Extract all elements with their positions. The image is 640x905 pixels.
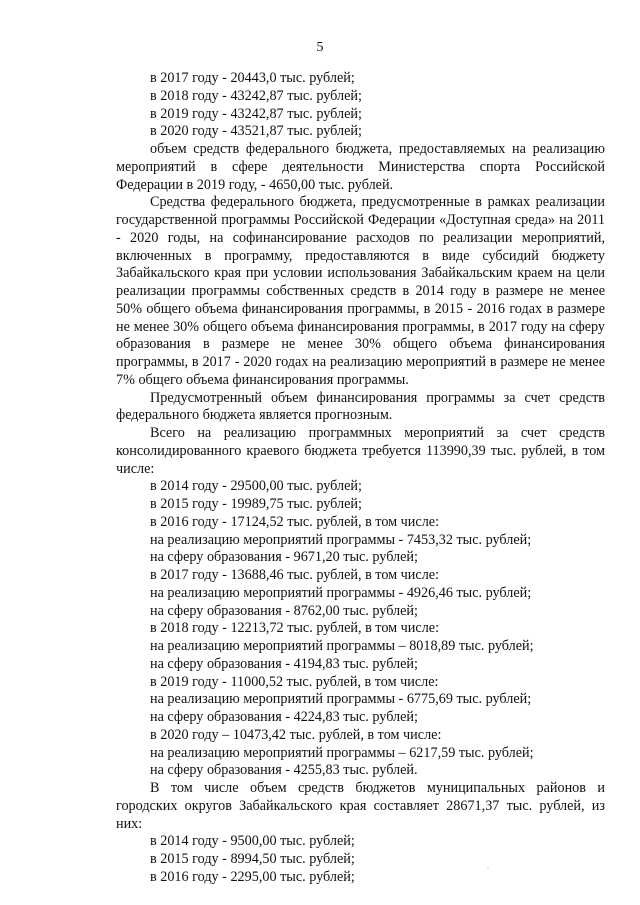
budget-line: в 2020 году – 10473,42 тыс. рублей, в том числе: — [150, 726, 442, 743]
paragraph-municipal-budgets: В том числе объем средств бюджетов муниципальных районов и городских округов Забайкальского края составляет 28671,37 тыс. рублей, из них: — [116, 780, 605, 832]
budget-line: в 2016 году - 17124,52 тыс. рублей, в том числе: — [150, 513, 440, 530]
paragraph-federal-sport: объем средств федерального бюджета, предоставляемых на реализацию мероприятий в сфере деятельности Министерства спорта Российской Федерации в 2019 году, - 4650,00 тыс. рублей. — [116, 141, 605, 193]
scan-speck: . — [487, 861, 489, 870]
budget-line: в 2019 году - 11000,52 тыс. рублей, в том числе: — [150, 673, 439, 690]
paragraph-accessible-environment: Средства федерального бюджета, предусмотренные в рамках реализации государственной программы Российской Федерации «Доступная среда» на 2011 - 2020 годы, на софинансирование расходов по реализации мероприятий, включенных в программу, предоставляются в виде субсидий бюджету Забайкальского края при условии использования Забайкальским краем на цели реализации программы собственных средств в 2014 году в размере не менее 50% общего объема финансирования программы, в 2015 - 2016 годах в размере не менее 30% общего объема финансирования программы, в 2017 году на сферу образования в размере не менее 30% общего объема финансирования программы, в 2017 - 2020 годах на реализацию мероприятий в размере не менее 7% общего объема финансирования программы. — [116, 194, 605, 388]
budget-line: на реализацию мероприятий программы – 6217,59 тыс. рублей; — [150, 744, 534, 761]
budget-line: в 2014 году - 9500,00 тыс. рублей; — [150, 833, 355, 850]
budget-line: на сферу образования - 4194,83 тыс. рублей; — [150, 655, 418, 672]
document-body — [116, 70, 605, 887]
budget-line: в 2015 году - 19989,75 тыс. рублей; — [150, 496, 362, 512]
budget-line: в 2014 году - 29500,00 тыс. рублей; — [150, 478, 362, 495]
budget-line: на сферу образования - 4224,83 тыс. рублей; — [150, 709, 418, 725]
budget-line: на реализацию мероприятий программы – 8018,89 тыс. рублей; — [150, 638, 534, 654]
budget-line: на реализацию мероприятий программы - 4926,46 тыс. рублей; — [150, 584, 532, 601]
page-number: 5 — [316, 40, 324, 55]
budget-line: в 2016 году - 2295,00 тыс. рублей; — [150, 868, 355, 885]
budget-line: в 2018 году - 43242,87 тыс. рублей; — [150, 87, 362, 104]
budget-line: на сферу образования - 8762,00 тыс. рублей; — [150, 602, 418, 619]
budget-line: в 2019 году - 43242,87 тыс. рублей; — [150, 105, 362, 122]
budget-line: в 2015 году - 8994,50 тыс. рублей; — [150, 851, 355, 867]
paragraph-consolidated-budget: Всего на реализацию программных мероприятий за счет средств консолидированного краевого бюджета требуется 113990,39 тыс. рублей, в том числе: — [116, 425, 605, 477]
budget-line: на реализацию мероприятий программы - 7453,32 тыс. рублей; — [150, 531, 532, 548]
budget-line: на сферу образования - 9671,20 тыс. рублей; — [150, 549, 418, 566]
budget-line: в 2018 году - 12213,72 тыс. рублей, в том числе: — [150, 620, 440, 637]
budget-line: в 2020 году - 43521,87 тыс. рублей; — [150, 123, 362, 140]
budget-line: на реализацию мероприятий программы - 6775,69 тыс. рублей; — [150, 691, 532, 708]
budget-line: на сферу образования - 4255,83 тыс. рублей. — [150, 762, 418, 779]
paragraph-forecast: Предусмотренный объем финансирования программы за счет средств федерального бюджета является прогнозным. — [116, 389, 605, 424]
budget-line: в 2017 году - 20443,0 тыс. рублей; — [150, 70, 355, 86]
budget-line: в 2017 году - 13688,46 тыс. рублей, в том числе: — [150, 567, 440, 583]
